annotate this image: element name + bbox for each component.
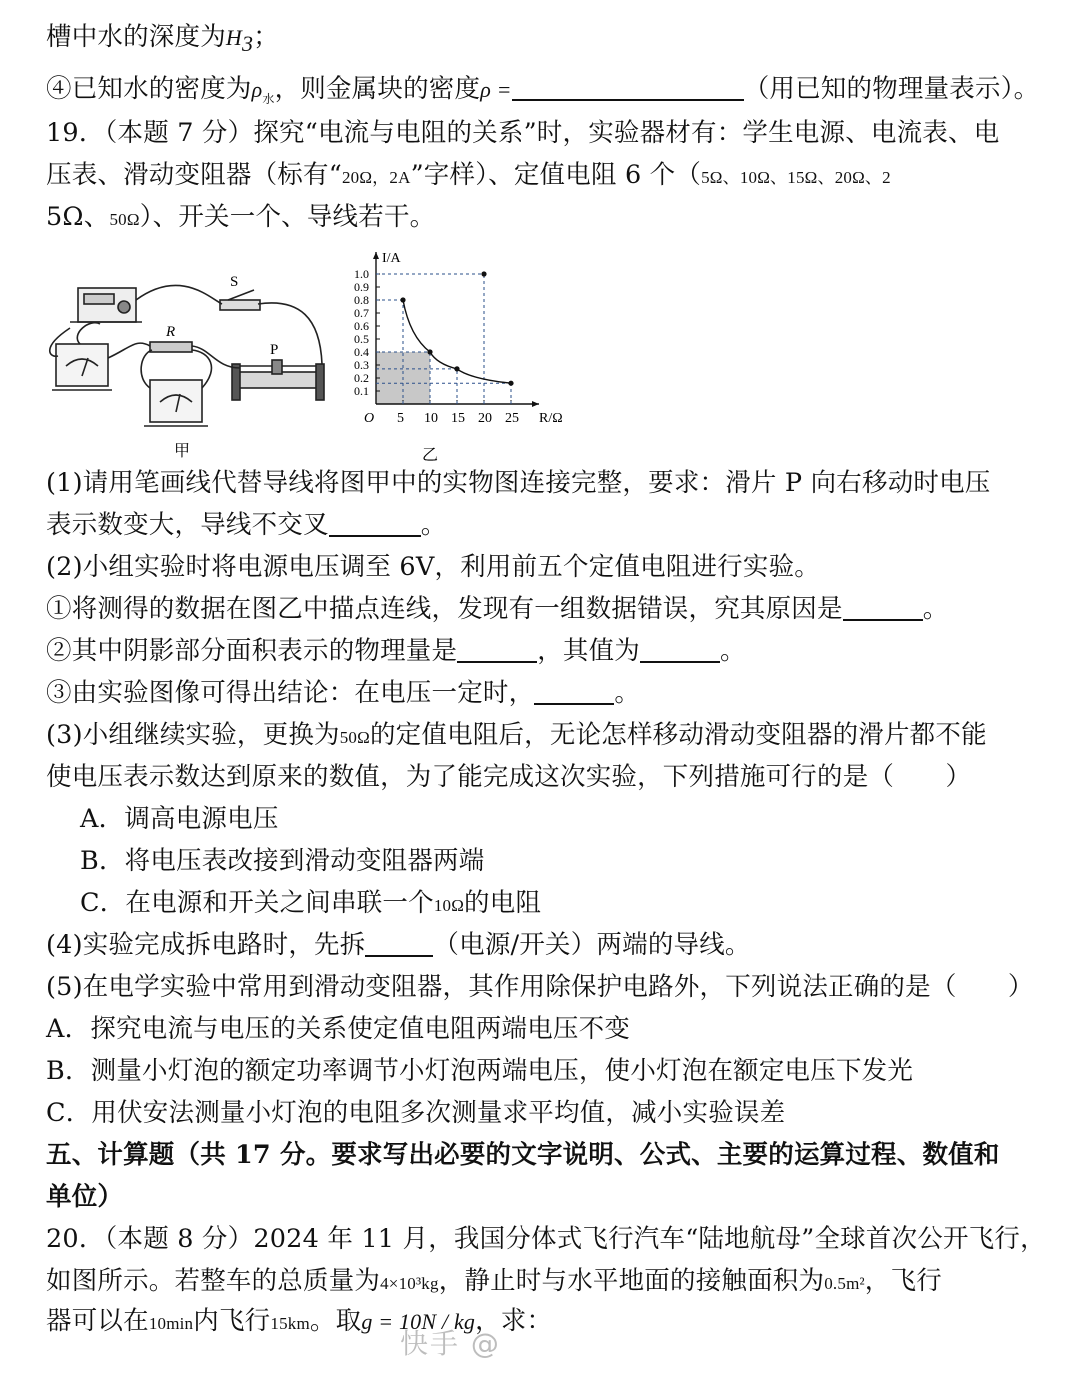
ammeter: [52, 344, 112, 390]
slider-label: P: [270, 342, 279, 358]
y-tick-label: 0.2: [354, 371, 369, 385]
x-axis-arrow: [532, 401, 539, 407]
part3-line-2: 使电压表示数达到原来的数值，为了能完成这次实验，下列措施可行的是（ ）: [46, 762, 972, 792]
q20-line-1: 20．（本题 8 分）2024 年 11 月，我国分体式飞行汽车“陆地航母”全球首次公开飞行，: [46, 1224, 1046, 1254]
x-axis-label: R/Ω: [539, 411, 563, 426]
part1-line-1: (1)请用笔画线代替导线将图甲中的实物图连接完整，要求：滑片 P 向右移动时电压: [46, 468, 991, 498]
data-point: [508, 381, 513, 386]
x-tick-label: 20: [478, 411, 492, 426]
rheostat: [232, 360, 324, 400]
circuit-diagram: [50, 285, 324, 426]
y-tick-label: 0.4: [354, 345, 369, 359]
y-tick-label: 0.7: [354, 306, 369, 320]
part3-option-c: C．在电源和开关之间串联一个10Ω的电阻: [80, 888, 542, 918]
part3-option-b: B．将电压表改接到滑动变阻器两端: [80, 846, 485, 876]
y-axis-arrow: [373, 252, 379, 259]
q20-line-3: 器可以在10min内飞行15km。取g = 10N / kg，求：: [46, 1306, 553, 1336]
part5-option-b: B．测量小灯泡的额定功率调节小灯泡两端电压，使小灯泡在额定电压下发光: [46, 1056, 914, 1086]
y-tick-label: 1.0: [354, 267, 369, 281]
answer-blank[interactable]: [512, 73, 744, 101]
q19-line-1: 19．（本题 7 分）探究“电流与电阻的关系”时，实验器材有：学生电源、电流表、电: [46, 118, 1000, 148]
x-tick-label: 10: [424, 411, 438, 426]
y-tick-label: 0.5: [354, 332, 369, 346]
part2-q3: ③由实验图像可得出结论：在电压一定时， 。: [46, 678, 641, 708]
section5-heading-2: 单位）: [46, 1182, 124, 1212]
answer-blank[interactable]: [365, 929, 433, 957]
part5-option-a: A．探究电流与电压的关系使定值电阻两端电压不变: [46, 1014, 631, 1044]
answer-blank[interactable]: [534, 677, 614, 705]
y-tick-label: 0.3: [354, 358, 369, 372]
part1-line-2: 表示数变大，导线不交叉 。: [46, 510, 447, 540]
part4-line: (4)实验完成拆电路时，先拆 （电源/开关）两端的导线。: [46, 930, 751, 960]
y-tick-label: 0.1: [354, 384, 369, 398]
part3-option-a: A．调高电源电压: [80, 804, 279, 834]
q20-line-2: 如图所示。若整车的总质量为4×10³kg，静止时与水平地面的接触面积为0.5m²，飞行: [46, 1266, 942, 1296]
part3-line-1: (3)小组继续实验，更换为50Ω的定值电阻后，无论怎样移动滑动变阻器的滑片都不能: [46, 720, 987, 750]
x-tick-label: 15: [451, 411, 465, 426]
data-point: [400, 297, 405, 302]
q19-line-2: 压表、滑动变阻器（标有“20Ω，2A”字样）、定值电阻 6 个（5Ω、10Ω、15Ω、20Ω、2: [46, 160, 891, 190]
data-point: [427, 349, 432, 354]
part2-q1: ①将测得的数据在图乙中描点连线，发现有一组数据错误，究其原因是 。: [46, 594, 949, 624]
y-tick-label: 0.9: [354, 280, 369, 294]
part5-line: (5)在电学实验中常用到滑动变阻器，其作用除保护电路外，下列说法正确的是（ ）: [46, 972, 1034, 1002]
y-tick-label: 0.8: [354, 293, 369, 307]
part5-option-c: C．用伏安法测量小灯泡的电阻多次测量求平均值，减小实验误差: [46, 1098, 786, 1128]
power-supply: [70, 288, 142, 322]
resistor: [150, 342, 192, 352]
x-tick-label: 25: [505, 411, 519, 426]
figure-label-yi: 乙: [422, 447, 439, 464]
switch: [220, 290, 260, 310]
answer-blank[interactable]: [329, 509, 421, 537]
answer-blank[interactable]: [640, 635, 720, 663]
line-depth: 槽中水的深度为$H_3$；: [46, 22, 279, 57]
current-resistance-graph: [354, 251, 563, 426]
part2-q2: ②其中阴影部分面积表示的物理量是 ，其值为 。: [46, 636, 746, 666]
x-tick-label: 5: [397, 411, 404, 426]
answer-blank[interactable]: [843, 593, 923, 621]
watermark: 快手 @: [400, 1327, 501, 1360]
switch-label: S: [230, 274, 239, 290]
y-axis-label: I/A: [382, 251, 401, 266]
q19-line-3: 5Ω、50Ω）、开关一个、导线若干。: [46, 202, 436, 232]
resistor-label: R: [166, 324, 176, 340]
experiment-figure: [40, 238, 600, 468]
data-point: [454, 366, 459, 371]
line-density: ④已知水的密度为$\rho_水$，则金属块的密度ρ = （用已知的物理量表示）。: [46, 74, 1040, 107]
y-tick-label: 0.6: [354, 319, 369, 333]
figure-label-jia: 甲: [174, 443, 191, 460]
answer-blank[interactable]: [457, 635, 537, 663]
voltmeter: [144, 380, 208, 426]
data-point: [481, 271, 486, 276]
part2-line: (2)小组实验时将电源电压调至 6V，利用前五个定值电阻进行实验。: [46, 552, 820, 582]
section5-heading-1: 五、计算题（共 17 分。要求写出必要的文字说明、公式、主要的运算过程、数值和: [46, 1140, 1000, 1170]
origin-label: O: [364, 411, 375, 426]
